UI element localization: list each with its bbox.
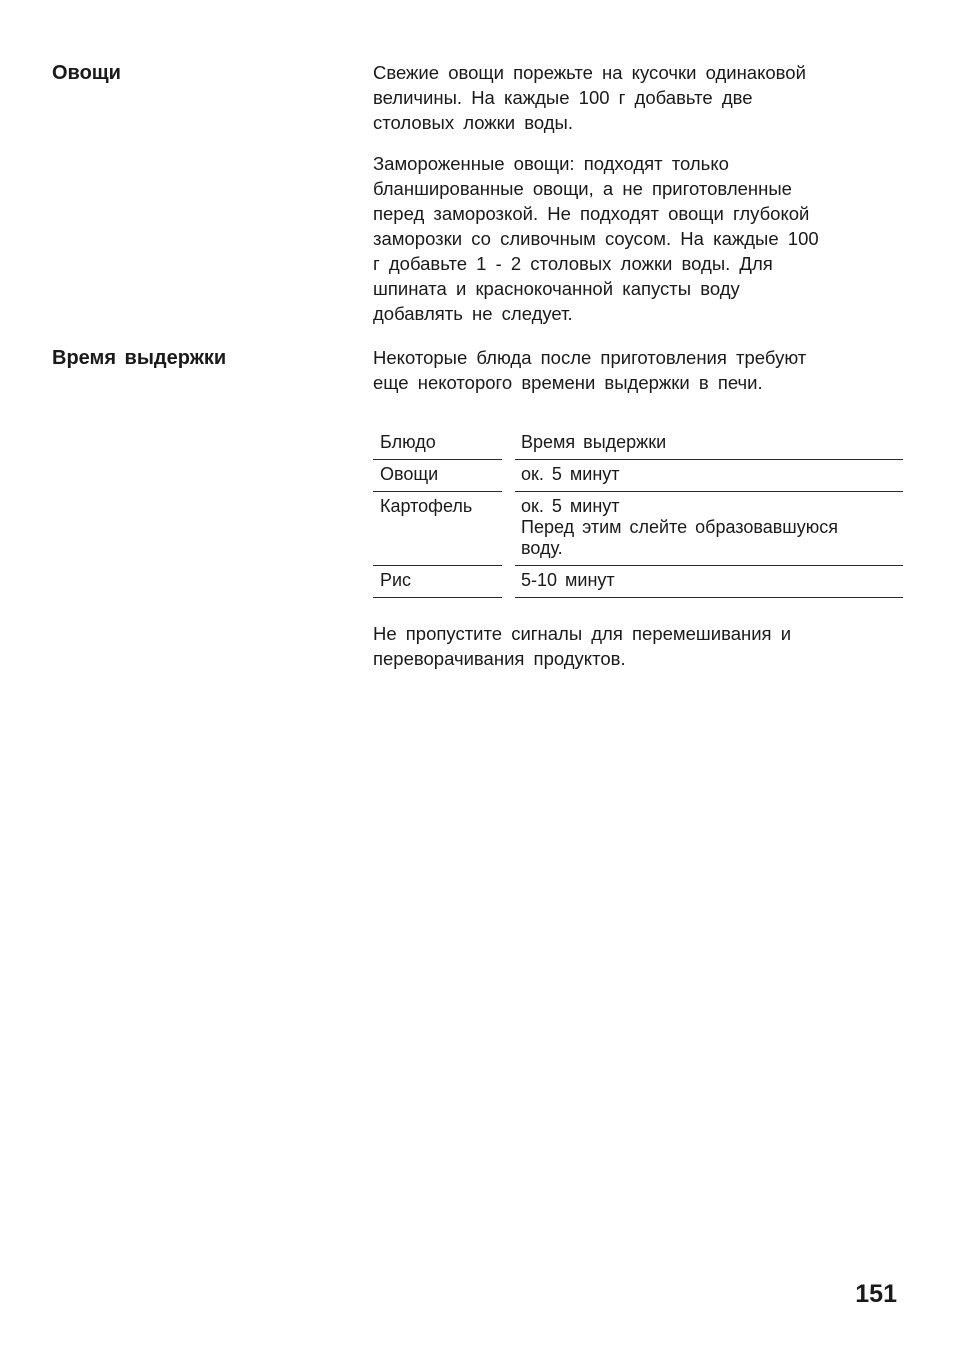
paragraph-line: г добавьте 1 - 2 столовых ложки воды. Для [373, 253, 773, 274]
standing-time-table [373, 428, 903, 598]
paragraph-line: перед заморозкой. Не подходят овощи глубокой [373, 203, 810, 224]
paragraph-line: Не пропустите сигналы для перемешивания и [373, 623, 792, 644]
paragraph-line: заморозки со сливочным соусом. На каждые 100 [373, 228, 819, 249]
paragraph-line: еще некоторого времени выдержки в печи. [373, 372, 763, 393]
dish-label: Овощи [380, 464, 439, 484]
table-header-cell [515, 428, 903, 460]
table-cell-time [515, 566, 903, 598]
time-line: воду. [521, 538, 563, 558]
dish-label: Картофель [380, 496, 473, 516]
time-label: 5-10 минут [521, 570, 615, 590]
paragraph-line: Замороженные овощи: подходят только [373, 153, 729, 174]
page-number: 151 [855, 1280, 897, 1308]
table-cell-dish [373, 460, 502, 492]
paragraph-line: шпината и краснокочанной капусты воду [373, 278, 740, 299]
table-row [373, 492, 903, 566]
paragraph-line: величины. На каждые 100 г добавьте две [373, 87, 753, 108]
table-cell-dish [373, 566, 502, 598]
table-row [373, 566, 903, 598]
vegetables-frozen-paragraph [373, 151, 893, 326]
table-header-cell [373, 428, 502, 460]
paragraph-line: Свежие овощи порежьте на кусочки одинаковой [373, 62, 806, 83]
time-label: ок. 5 минут [521, 464, 620, 484]
paragraph-line: добавлять не следует. [373, 303, 573, 324]
header-time-label: Время выдержки [521, 432, 667, 452]
table-cell-dish [373, 492, 502, 566]
table-header-row [373, 428, 903, 460]
stirring-signal-note [373, 621, 893, 671]
dish-label: Рис [380, 570, 412, 590]
paragraph-line: Некоторые блюда после приготовления требуют [373, 347, 807, 368]
time-line: Перед этим слейте образовавшуюся [521, 517, 838, 537]
paragraph-line: столовых ложки воды. [373, 112, 573, 133]
time-line: ок. 5 минут [521, 496, 620, 516]
table-row [373, 460, 903, 492]
paragraph-line: бланшированные овощи, а не приготовленные [373, 178, 792, 199]
standing-time-intro-paragraph [373, 345, 893, 395]
section-heading-standing-time: Время выдержки [52, 347, 227, 369]
table-cell-time [515, 492, 903, 566]
table-cell-time [515, 460, 903, 492]
time-label [521, 496, 903, 559]
paragraph-line: переворачивания продуктов. [373, 648, 626, 669]
vegetables-fresh-paragraph [373, 60, 893, 135]
section-heading-vegetables: Овощи [52, 62, 121, 84]
header-dish-label: Блюдо [380, 432, 436, 452]
